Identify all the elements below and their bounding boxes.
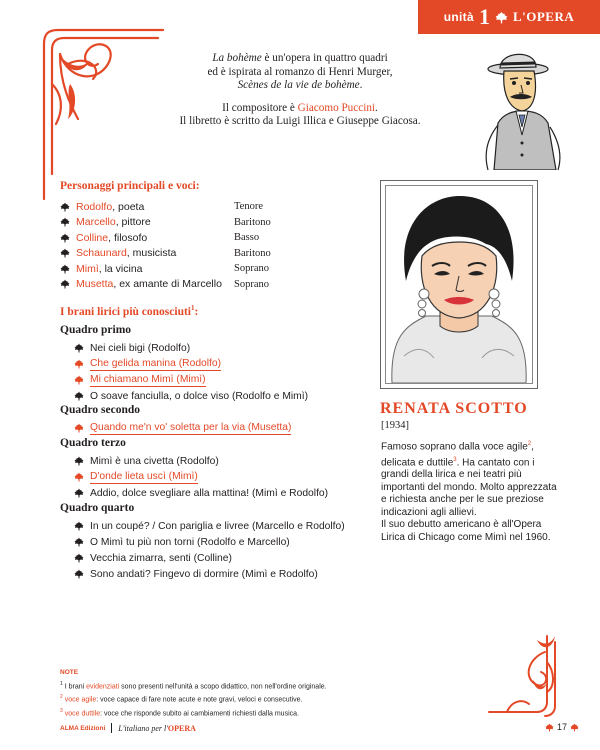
voice-type: Baritono [234, 247, 271, 259]
series-title [118, 724, 196, 733]
aria-item [74, 534, 345, 550]
footnote-ref: 3 [453, 456, 457, 463]
footer-publisher [60, 723, 196, 733]
novel-title: Scènes de la vie de bohème [237, 79, 360, 91]
quadro-title: Quadro quarto [60, 502, 135, 514]
characters-list [60, 199, 271, 292]
opera-introduction [160, 52, 440, 138]
character-name: Marcello [76, 216, 116, 229]
character-description: , poeta [112, 200, 145, 213]
aria-title: Quando me'n vo' soletta per la via (Musetta) [90, 421, 292, 433]
character-description: , la vicina [98, 262, 143, 275]
aria-title: D'onde lieta uscì (Mimì) [90, 470, 198, 482]
intro-text: Il compositore è [222, 101, 298, 114]
footnotes [60, 668, 480, 720]
art-nouveau-corner-ornament [38, 24, 168, 204]
intro-text: ed è ispirata al romanzo di Henri Murger, [207, 65, 393, 78]
character-name: Rodolfo [76, 200, 113, 213]
aria-title: Nei cieli bigi (Rodolfo) [90, 342, 191, 354]
bio-text: Famoso soprano dalla voce agile [381, 441, 528, 453]
quadro-title: Quadro terzo [60, 437, 126, 449]
character-description: , filosofo [108, 231, 148, 244]
series-title-bold: OPERA [167, 723, 196, 733]
maple-leaf-bullet-icon [74, 569, 84, 579]
series-title-text: L'italiano per l' [118, 723, 168, 733]
aria-item [74, 518, 345, 534]
character-name: Mimì [76, 262, 99, 275]
maple-leaf-bullet-icon [74, 423, 84, 433]
footnote-keyword: voce duttile [62, 710, 101, 718]
footnote-keyword: evidenziati [86, 682, 120, 690]
librettists-text: Il libretto è scritto da Luigi Illica e Giuseppe Giacosa. [179, 115, 421, 127]
page-number [545, 722, 579, 732]
maple-leaf-bullet-icon [60, 233, 70, 243]
aria-list [74, 518, 345, 582]
unit-label: unità [443, 10, 474, 24]
maple-leaf-bullet-icon [74, 537, 84, 547]
character-row [60, 246, 271, 262]
singer-birth-year: [1934] [381, 420, 409, 431]
maple-leaf-bullet-icon [60, 217, 70, 227]
notes-label: NOTE [60, 669, 79, 676]
singer-name: RENATA SCOTTO [380, 400, 528, 417]
unit-number: 1 [478, 4, 490, 29]
maple-leaf-bullet-icon [74, 375, 84, 385]
footnote-number: 3 [60, 708, 63, 715]
character-row [60, 215, 271, 231]
maple-leaf-bullet-icon [74, 553, 84, 563]
aria-item [74, 485, 328, 501]
footnote-ref: 1 [191, 304, 195, 312]
aria-item [74, 372, 308, 388]
renata-scotto-portrait [386, 186, 532, 383]
voice-type: Baritono [234, 216, 271, 228]
character-name-cell [60, 278, 234, 290]
quadro-title: Quadro primo [60, 324, 132, 336]
arias-heading-text: I brani lirici più conosciuti [60, 305, 191, 318]
unit-banner [418, 0, 600, 34]
page-number-text: 17 [557, 722, 568, 732]
voice-type: Basso [234, 232, 260, 244]
character-name: Colline [76, 231, 109, 244]
aria-title: Addio, dolce svegliare alla mattina! (Mimì e Rodolfo) [90, 487, 329, 499]
character-name-cell [60, 247, 234, 259]
aria-item [74, 453, 328, 469]
character-name: Musetta [76, 278, 114, 291]
footnote-text: : voce che risponde subito ai cambiamenti richiesti dalla musica. [100, 710, 299, 718]
aria-title: Vecchia zimarra, senti (Colline) [90, 552, 232, 564]
aria-item [74, 356, 308, 372]
aria-item [74, 388, 308, 404]
aria-title: In un coupé? / Con pariglia e livree (Marcello e Rodolfo) [90, 520, 345, 532]
maple-leaf-bullet-icon [60, 248, 70, 258]
character-name-cell [60, 232, 234, 244]
aria-list [74, 340, 308, 404]
characters-heading: Personaggi principali e voci: [60, 180, 200, 192]
aria-list [74, 420, 291, 436]
character-description: , musicista [126, 247, 177, 260]
aria-title: Sono andati? Fingevo di dormire (Mimì e Rodolfo) [90, 568, 318, 580]
aria-title: Mi chiamano Mimì (Mimì) [90, 373, 206, 385]
footnote-ref: 2 [527, 441, 532, 447]
aria-title: O soave fanciulla, o dolce viso (Rodolfo e Mimì) [90, 390, 309, 402]
maple-leaf-bullet-icon [60, 279, 70, 289]
character-row [60, 261, 271, 277]
character-row [60, 230, 271, 246]
aria-item [74, 566, 345, 582]
character-name-cell [60, 216, 234, 228]
maple-leaf-bullet-icon [74, 391, 84, 401]
character-name-cell [60, 263, 234, 275]
footer-divider [111, 723, 112, 733]
aria-item [74, 420, 291, 436]
footnote-number: 1 [60, 680, 63, 687]
maple-leaf-bullet-icon [74, 521, 84, 531]
footnote-keyword: voce agile [62, 696, 97, 704]
character-description: , pittore [115, 216, 151, 229]
maple-leaf-bullet-icon [74, 472, 84, 482]
aria-item [74, 340, 308, 356]
footnote-3 [60, 706, 480, 720]
footnote-2 [60, 692, 480, 706]
publisher-logo: ALMA Edizioni [60, 724, 106, 732]
character-name: Schaunard [76, 247, 127, 260]
footnote-text: : voce capace di fare note acute e note gravi, veloci e consecutive. [96, 696, 303, 704]
maple-leaf-bullet-icon [74, 456, 84, 466]
footnote-number: 2 [60, 694, 63, 701]
maple-leaf-icon [495, 11, 508, 24]
aria-title: O Mimì tu più non torni (Rodolfo e Marcello) [90, 536, 290, 548]
character-row [60, 199, 271, 215]
aria-item [74, 550, 345, 566]
bio-text: , delicata e duttile [381, 441, 534, 469]
footnote-text: sono presenti nell'unità a scopo didattico, non nell'ordine originale. [119, 682, 327, 690]
arias-heading-colon: : [194, 305, 199, 318]
singer-biography [381, 438, 561, 544]
footnote-1 [60, 679, 480, 693]
maple-leaf-bullet-icon [60, 264, 70, 274]
bio-text: Il suo debutto americano è all'Opera Lirica di Chicago come Mimì nel 1960. [381, 519, 551, 543]
footnote-text: I brani [62, 682, 87, 690]
bio-text: . Ha cantato con i grandi della lirica e nei teatri più importanti del mondo. Molto apprezzata e richiesta anche per le sue preziose indicazioni agli allievi. [381, 457, 557, 518]
portrait-frame [380, 180, 538, 389]
character-name-cell [60, 201, 234, 213]
maple-leaf-bullet-icon [74, 343, 84, 353]
opera-title: La bohème [212, 52, 262, 64]
intro-text: . [375, 101, 378, 114]
maple-leaf-icon [570, 723, 579, 732]
maple-leaf-icon [545, 723, 554, 732]
composer-name: Giacomo Puccini [297, 101, 376, 114]
intro-text: . [359, 79, 363, 91]
art-nouveau-corner-ornament-bottom [485, 632, 565, 717]
maple-leaf-bullet-icon [74, 359, 84, 369]
aria-item [74, 469, 328, 485]
maple-leaf-bullet-icon [74, 488, 84, 498]
character-row [60, 277, 271, 293]
aria-list [74, 453, 328, 501]
maple-leaf-bullet-icon [60, 202, 70, 212]
voice-type: Soprano [234, 263, 269, 275]
unit-title: L'OPERA [512, 9, 575, 24]
puccini-caricature [466, 45, 576, 170]
character-description: , ex amante di Marcello [113, 278, 222, 291]
aria-title: Che gelida manina (Rodolfo) [90, 357, 222, 369]
voice-type: Tenore [234, 201, 263, 213]
quadro-title: Quadro secondo [60, 404, 140, 416]
intro-text: è un'opera in quattro quadri [261, 52, 388, 64]
voice-type: Soprano [234, 278, 269, 290]
aria-title: Mimì è una civetta (Rodolfo) [90, 455, 219, 467]
arias-heading [60, 304, 198, 318]
